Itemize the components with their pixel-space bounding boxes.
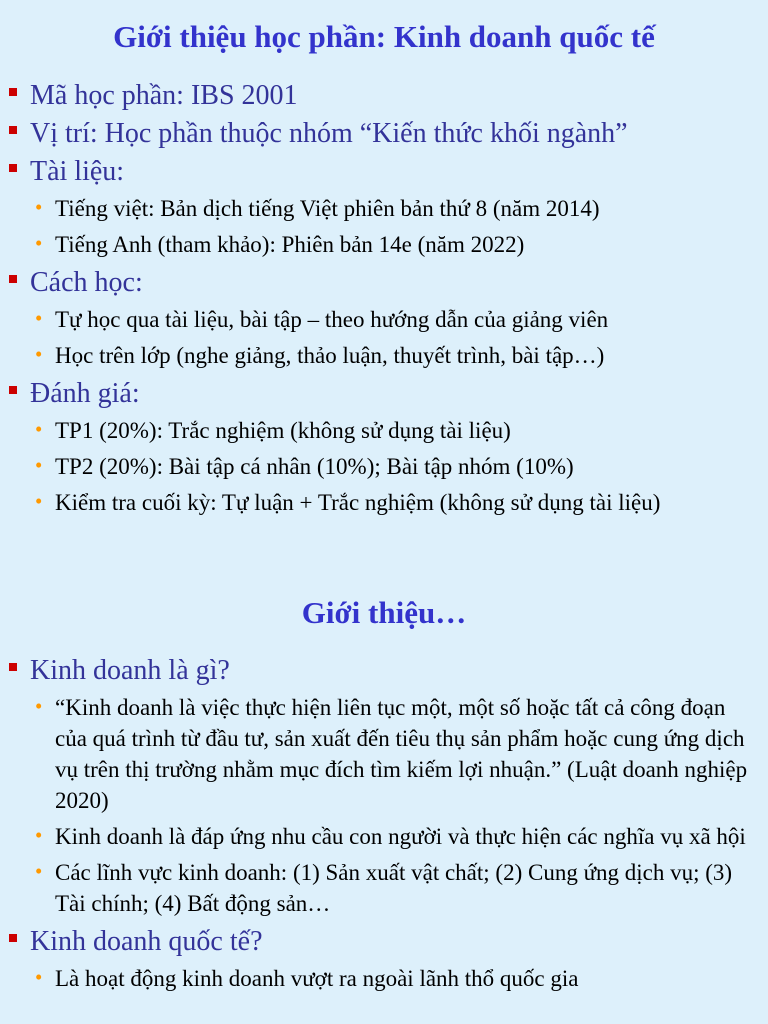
sub-list <box>0 193 768 260</box>
dot-bullet-icon: • <box>35 859 43 883</box>
dot-bullet-icon: • <box>35 489 43 513</box>
bullet-list <box>0 654 768 1000</box>
list-item-text: Kinh doanh là gì? <box>30 655 230 686</box>
sub-list-item-text: Tiếng Anh (tham khảo): Phiên bản 14e (năm 2022) <box>55 232 525 257</box>
sub-list <box>0 963 768 994</box>
list-item <box>0 925 754 959</box>
sub-list <box>0 415 768 518</box>
slide-title: Giới thiệu học phần: Kinh doanh quốc tế <box>113 19 655 54</box>
dot-bullet-icon: • <box>35 231 43 255</box>
dot-bullet-icon: • <box>35 453 43 477</box>
square-bullet-icon <box>9 164 17 172</box>
sub-list-item-text: “Kinh doanh là việc thực hiện liên tục một, một số hoặc tất cả công đoạn của quá trình từ đầu tư, sản xuất đến tiêu thụ sản phẩm hoặc cung ứng dịch vụ trên thị trường nhằm mục đích tìm kiếm lợi nhuận.” (Luật doanh nghiệp 2020) <box>55 695 748 813</box>
sub-list-item-text: Tiếng việt: Bản dịch tiếng Việt phiên bản thứ 8 (năm 2014) <box>55 196 600 221</box>
sub-list-item <box>0 857 758 919</box>
dot-bullet-icon: • <box>35 306 43 330</box>
square-bullet-icon <box>9 934 17 942</box>
list-item <box>0 654 754 688</box>
list-item-text: Đánh giá: <box>30 378 140 409</box>
dot-bullet-icon: • <box>35 195 43 219</box>
list-item-text: Cách học: <box>30 267 143 298</box>
sub-list <box>0 692 768 919</box>
sub-list-item-text: Học trên lớp (nghe giảng, thảo luận, thuyết trình, bài tập…) <box>55 343 605 368</box>
square-bullet-icon <box>9 275 17 283</box>
sub-list-item <box>0 487 758 518</box>
section-title: Giới thiệu… <box>301 595 467 630</box>
sub-list-item-text: Kinh doanh là đáp ứng nhu cầu con người và thực hiện các nghĩa vụ xã hội <box>55 824 746 849</box>
sub-list-item-text: Là hoạt động kinh doanh vượt ra ngoài lãnh thổ quốc gia <box>55 966 579 991</box>
list-item <box>0 155 754 189</box>
bullet-list <box>0 79 768 524</box>
sub-list-item <box>0 692 758 816</box>
dot-bullet-icon: • <box>35 965 43 989</box>
square-bullet-icon <box>9 88 17 96</box>
list-item-text: Vị trí: Học phần thuộc nhóm “Kiến thức khối ngành” <box>30 118 628 149</box>
sub-list-item-text: Các lĩnh vực kinh doanh: (1) Sản xuất vật chất; (2) Cung ứng dịch vụ; (3) Tài chính; (4) Bất động sản… <box>55 860 733 916</box>
sub-list-item-text: Tự học qua tài liệu, bài tập – theo hướng dẫn của giảng viên <box>55 307 609 332</box>
sub-list-item <box>0 229 758 260</box>
list-item <box>0 377 754 411</box>
list-item <box>0 79 754 113</box>
sub-list-item-text: Kiểm tra cuối kỳ: Tự luận + Trắc nghiệm (không sử dụng tài liệu) <box>55 490 661 515</box>
sub-list-item-text: TP1 (20%): Trắc nghiệm (không sử dụng tài liệu) <box>55 418 511 443</box>
list-item-text: Tài liệu: <box>30 156 125 187</box>
square-bullet-icon <box>9 663 17 671</box>
dot-bullet-icon: • <box>35 417 43 441</box>
dot-bullet-icon: • <box>35 823 43 847</box>
sub-list-item <box>0 304 758 335</box>
sub-list-item <box>0 963 758 994</box>
sub-list-item-text: TP2 (20%): Bài tập cá nhân (10%); Bài tập nhóm (10%) <box>55 454 574 479</box>
sub-list-item <box>0 193 758 224</box>
square-bullet-icon <box>9 126 17 134</box>
sub-list-item <box>0 340 758 371</box>
list-item-text: Mã học phần: IBS 2001 <box>30 80 298 111</box>
square-bullet-icon <box>9 386 17 394</box>
list-item-text: Kinh doanh quốc tế? <box>30 926 263 957</box>
sub-list-item <box>0 451 758 482</box>
list-item <box>0 117 754 151</box>
sub-list-item <box>0 415 758 446</box>
dot-bullet-icon: • <box>35 342 43 366</box>
sub-list-item <box>0 821 758 852</box>
sub-list <box>0 304 768 371</box>
list-item <box>0 266 754 300</box>
dot-bullet-icon: • <box>35 694 43 718</box>
